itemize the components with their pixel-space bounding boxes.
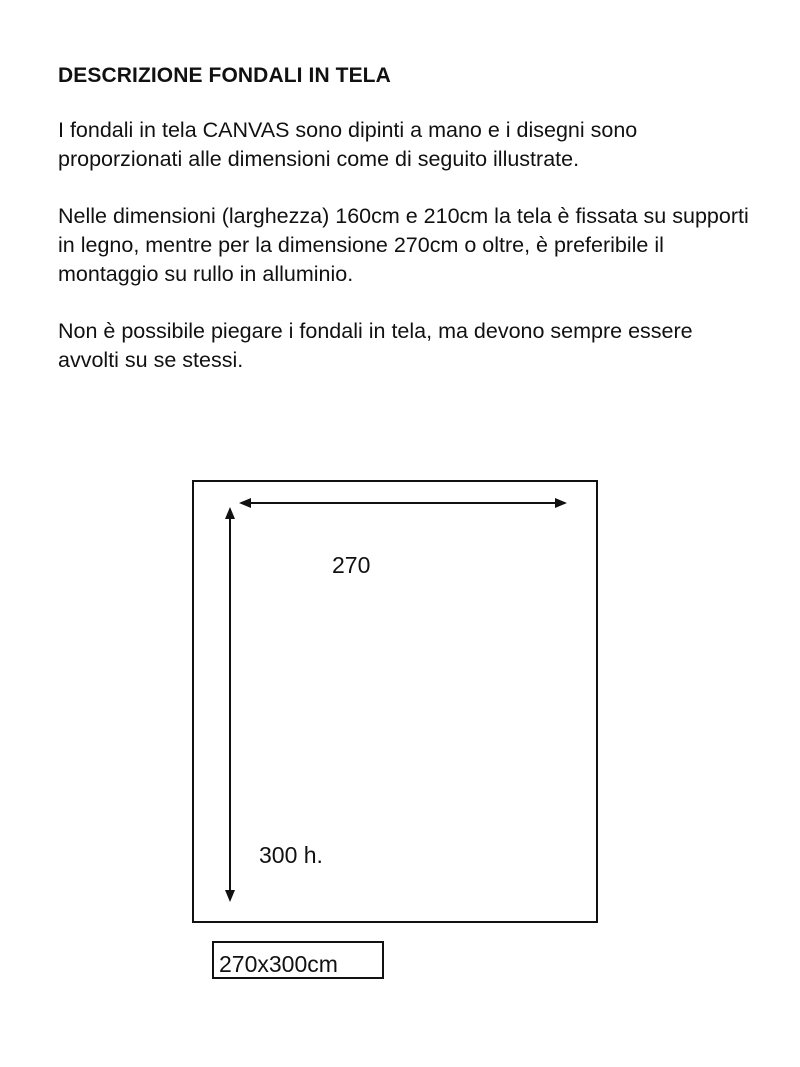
- size-caption: 270x300cm: [219, 951, 338, 977]
- width-label: 270: [332, 552, 371, 578]
- backdrop-outline: [193, 481, 597, 922]
- paragraph-mounting-info: Nelle dimensioni (larghezza) 160cm e 210cm la tela è fissata su supporti in legno, mentre per la dimensione 270cm o oltre, è preferibile il montaggio su rullo in alluminio.: [58, 204, 749, 286]
- document-heading: DESCRIZIONE FONDALI IN TELA: [58, 64, 391, 87]
- height-label: 300 h.: [259, 842, 323, 868]
- paragraph-folding-warning: Non è possibile piegare i fondali in tela, ma devono sempre essere avvolti su se stessi.: [58, 319, 693, 372]
- paragraph-canvas-description: I fondali in tela CANVAS sono dipinti a mano e i disegni sono proporzionati alle dimensioni come di seguito illustrate.: [58, 118, 638, 171]
